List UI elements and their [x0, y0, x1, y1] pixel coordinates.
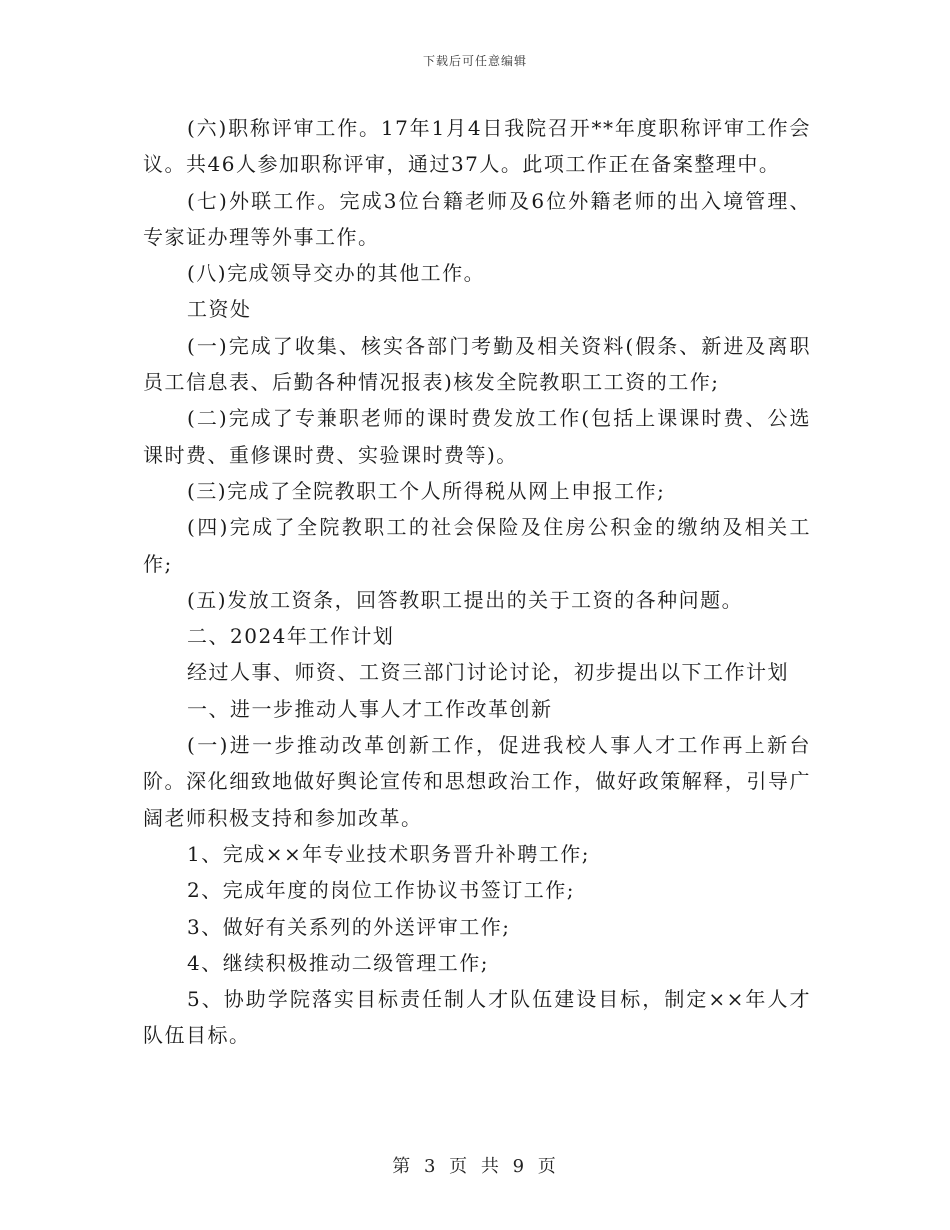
paragraph: (一)完成了收集、核实各部门考勤及相关资料(假条、新进及离职员工信息表、后勤各种情况报表)核发全院教职工工资的工作; — [143, 333, 811, 395]
paragraph: (七)外联工作。完成3位台籍老师及6位外籍老师的出入境管理、专家证办理等外事工作。 — [143, 188, 811, 249]
paragraph: (二)完成了专兼职老师的课时费发放工作(包括上课课时费、公选课时费、重修课时费、实验课时费等)。 — [143, 406, 811, 467]
list-item: 2、完成年度的岗位工作协议书签订工作; — [187, 878, 575, 903]
paragraph: (一)进一步推动改革创新工作，促进我校人事人才工作再上新台阶。深化细致地做好舆论宣传和思想政治工作，做好政策解释，引导广阔老师积极支持和参加改革。 — [143, 733, 811, 830]
list-item: 1、完成××年专业技术职务晋升补聘工作; — [187, 841, 590, 866]
list-item: 4、继续积极推动二级管理工作; — [187, 950, 489, 975]
section-heading: 一、进一步推动人事人才工作改革创新 — [187, 696, 553, 721]
paragraph: (三)完成了全院教职工个人所得税从网上申报工作; — [187, 478, 666, 503]
page-header: 下载后可任意编辑 — [422, 54, 527, 68]
page-number: 第 3 页 共 9 页 — [392, 1156, 558, 1177]
section-heading: 工资处 — [187, 297, 252, 322]
paragraph: (四)完成了全院教职工的社会保险及住房公积金的缴纳及相关工作; — [143, 515, 811, 576]
paragraph: 经过人事、师资、工资三部门讨论讨论，初步提出以下工作计划 — [187, 660, 789, 685]
paragraph: (八)完成领导交办的其他工作。 — [187, 261, 486, 286]
paragraph: (六)职称评审工作。17年1月4日我院召开**年度职称评审工作会议。共46人参加职称评审，通过37人。此项工作正在备案整理中。 — [143, 116, 811, 177]
list-item: 5、协助学院落实目标责任制人才队伍建设目标，制定××年人才队伍目标。 — [143, 987, 811, 1048]
section-heading: 二、2024年工作计划 — [187, 624, 395, 649]
paragraph: (五)发放工资条，回答教职工提出的关于工资的各种问题。 — [187, 587, 744, 612]
list-item: 3、做好有关系列的外送评审工作; — [187, 914, 511, 939]
document-body — [143, 110, 811, 1054]
